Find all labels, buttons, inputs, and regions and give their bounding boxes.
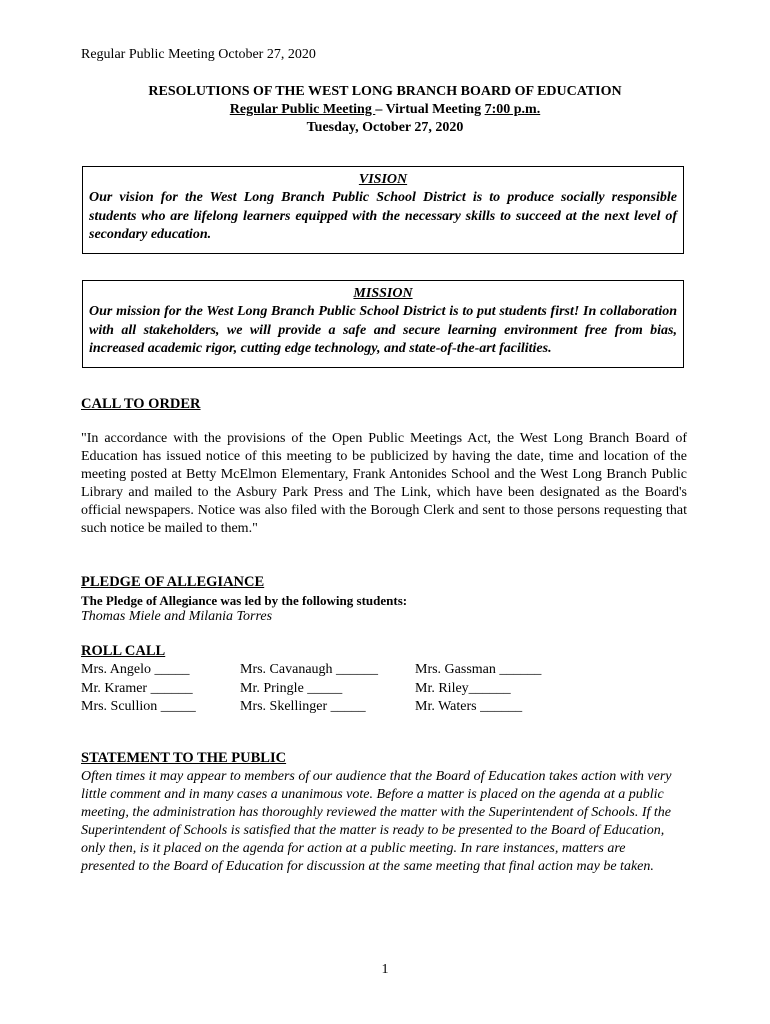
pledge-heading: PLEDGE OF ALLEGIANCE <box>81 574 265 590</box>
mission-box <box>82 280 684 368</box>
title-line-1: RESOLUTIONS OF THE WEST LONG BRANCH BOARD OF EDUCATION <box>148 84 622 99</box>
title-line-2 <box>0 101 770 119</box>
roll-call-column-1 <box>81 661 196 717</box>
roll-call-member: Mrs. Gassman ______ <box>415 662 542 677</box>
roll-call-member: Mr. Pringle _____ <box>240 680 343 696</box>
meeting-format: – Virtual Meeting <box>375 102 485 117</box>
mission-text: Our mission for the West Long Branch Public School District is to put students first! In collaboration with all stakeholders, we will provide a safe and secure learning environment free from bias, increased academic rigor, cutting edge technology, and state-of-the-art facilities. <box>89 304 677 356</box>
roll-call-member: Mrs. Cavanaugh ______ <box>240 662 379 677</box>
vision-box <box>82 166 684 254</box>
roll-call-member: Mr. Riley______ <box>415 680 511 696</box>
roll-call-member: Mr. Kramer ______ <box>81 680 193 696</box>
roll-call-column-2 <box>240 661 378 717</box>
page-number: 1 <box>381 962 389 977</box>
mission-heading: MISSION <box>353 286 413 301</box>
pledge-intro: The Pledge of Allegiance was led by the following students: <box>81 593 408 608</box>
roll-call-member: Mr. Waters ______ <box>415 699 523 714</box>
vision-heading: VISION <box>358 172 408 187</box>
meeting-time: 7:00 p.m. <box>484 102 541 117</box>
vision-text: Our vision for the West Long Branch Public School District is to produce socially responsible students who are lifelong learners equipped with the necessary skills to succeed at the next level of secondary education. <box>89 190 677 242</box>
roll-call-heading: ROLL CALL <box>81 643 166 659</box>
pledge-students: Thomas Miele and Milania Torres <box>81 609 273 624</box>
roll-call-member: Mrs. Angelo _____ <box>81 662 190 677</box>
roll-call-member: Mrs. Skellinger _____ <box>240 699 366 714</box>
meeting-type: Regular Public Meeting <box>229 102 376 117</box>
title-line-3: Tuesday, October 27, 2020 <box>306 120 464 135</box>
call-to-order-text: "In accordance with the provisions of the Open Public Meetings Act, the West Long Branch Board of Education has issued notice of this meeting to be publicized by having the date, time and location of the meeting posted at Betty McElmon Elementary, Frank Antonides School and the West Long Branch Public Library and mailed to the Asbury Park Press and The Link, which have been designated as the Board's official newspapers. Notice was also filed with the Borough Clerk and sent to those persons requesting that such notice be mailed to them." <box>81 431 687 536</box>
statement-heading: STATEMENT TO THE PUBLIC <box>81 750 287 766</box>
document-title <box>0 83 770 137</box>
statement-text: Often times it may appear to members of our audience that the Board of Education takes action with very little comment and in many cases a unanimous vote. Before a matter is placed on the agenda at a public meeting, the administration has thoroughly reviewed the matter with the Superintendent of Schools. If the Superintendent of Schools is satisfied that the matter is ready to be presented to the Board of Education, only then, is it placed on the agenda for action at a public meeting. In rare instances, matters are presented to the Board of Education for discussion at the same meeting that final action may be taken. <box>81 769 672 874</box>
roll-call-member: Mrs. Scullion _____ <box>81 699 196 714</box>
call-to-order-heading: CALL TO ORDER <box>81 396 201 412</box>
running-header: Regular Public Meeting October 27, 2020 <box>81 47 316 62</box>
roll-call-column-3 <box>415 661 541 717</box>
